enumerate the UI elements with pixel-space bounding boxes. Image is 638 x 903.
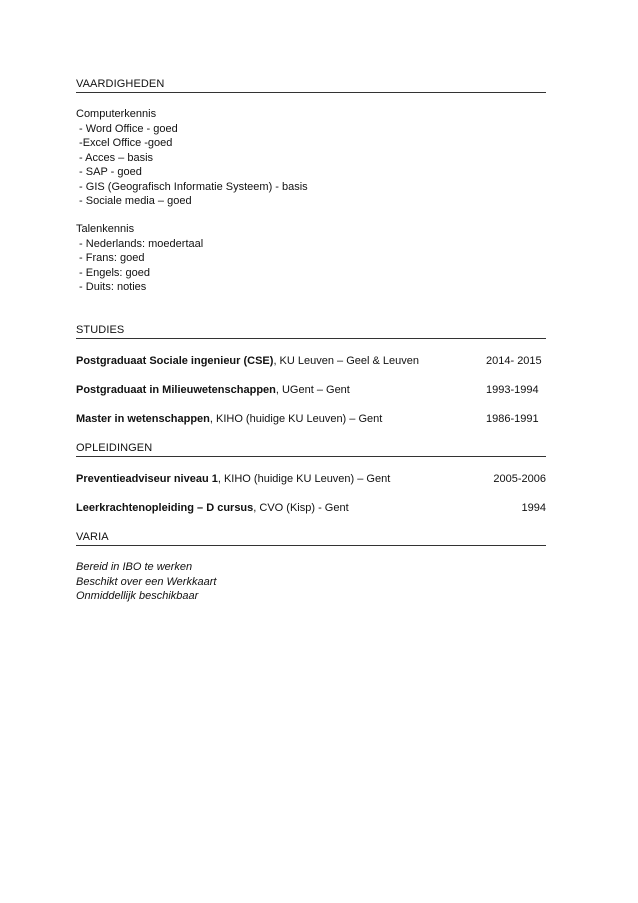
training-years: 1994 bbox=[521, 502, 546, 514]
study-years: 1986-1991 bbox=[486, 413, 539, 425]
study-years: 1993-1994 bbox=[486, 384, 539, 396]
study-institution: , UGent – Gent bbox=[275, 384, 350, 396]
training-years: 2005-2006 bbox=[493, 473, 546, 485]
study-institution: , KIHO (huidige KU Leuven) – Gent bbox=[209, 413, 383, 425]
varia-heading: VARIA bbox=[76, 530, 546, 546]
skills-section bbox=[76, 77, 546, 93]
language-skill-item: - Engels: goed bbox=[76, 266, 150, 279]
varia-section bbox=[76, 530, 546, 546]
trainings-section bbox=[76, 441, 546, 457]
training-entry bbox=[76, 472, 546, 486]
computer-skills-title: Computerkennis bbox=[76, 108, 157, 120]
varia-item: Beschikt over een Werkkaart bbox=[76, 575, 217, 588]
study-institution: , KU Leuven – Geel & Leuven bbox=[273, 355, 419, 367]
training-institution: , CVO (Kisp) - Gent bbox=[253, 502, 349, 514]
computer-skill-item: - GIS (Geografisch Informatie Systeem) - basis bbox=[76, 180, 308, 193]
study-entry bbox=[76, 383, 546, 397]
trainings-heading: OPLEIDINGEN bbox=[76, 441, 546, 457]
study-entry bbox=[76, 412, 546, 426]
computer-skill-item: - SAP - goed bbox=[76, 166, 142, 178]
skills-heading: VAARDIGHEDEN bbox=[76, 77, 546, 93]
computer-skill-item: - Word Office - goed bbox=[76, 122, 178, 135]
training-title: Preventieadviseur niveau 1 bbox=[76, 473, 218, 485]
study-title: Postgraduaat Sociale ingenieur (CSE) bbox=[76, 355, 274, 367]
study-years: 2014- 2015 bbox=[486, 355, 542, 367]
language-skill-item: - Nederlands: moedertaal bbox=[76, 237, 204, 250]
training-title: Leerkrachtenopleiding – D cursus bbox=[76, 502, 254, 514]
language-skill-item: - Duits: noties bbox=[76, 281, 147, 293]
studies-heading: STUDIES bbox=[76, 323, 546, 339]
varia-item: Bereid in IBO te werken bbox=[76, 561, 193, 573]
computer-skills-block bbox=[76, 107, 546, 209]
computer-skill-item: -Excel Office -goed bbox=[76, 137, 173, 149]
studies-section bbox=[76, 323, 546, 339]
language-skills-block bbox=[76, 222, 546, 295]
computer-skill-item: - Acces – basis bbox=[76, 151, 154, 164]
training-institution: , KIHO (huidige KU Leuven) – Gent bbox=[217, 473, 391, 485]
study-title: Postgraduaat in Milieuwetenschappen bbox=[76, 384, 276, 396]
language-skills-title: Talenkennis bbox=[76, 223, 135, 235]
language-skill-item: - Frans: goed bbox=[76, 252, 145, 264]
varia-item: Onmiddellijk beschikbaar bbox=[76, 590, 199, 602]
study-entry bbox=[76, 354, 546, 368]
study-title: Master in wetenschappen bbox=[76, 413, 210, 425]
computer-skill-item: - Sociale media – goed bbox=[76, 195, 192, 207]
varia-list bbox=[76, 560, 546, 604]
training-entry bbox=[76, 501, 546, 515]
